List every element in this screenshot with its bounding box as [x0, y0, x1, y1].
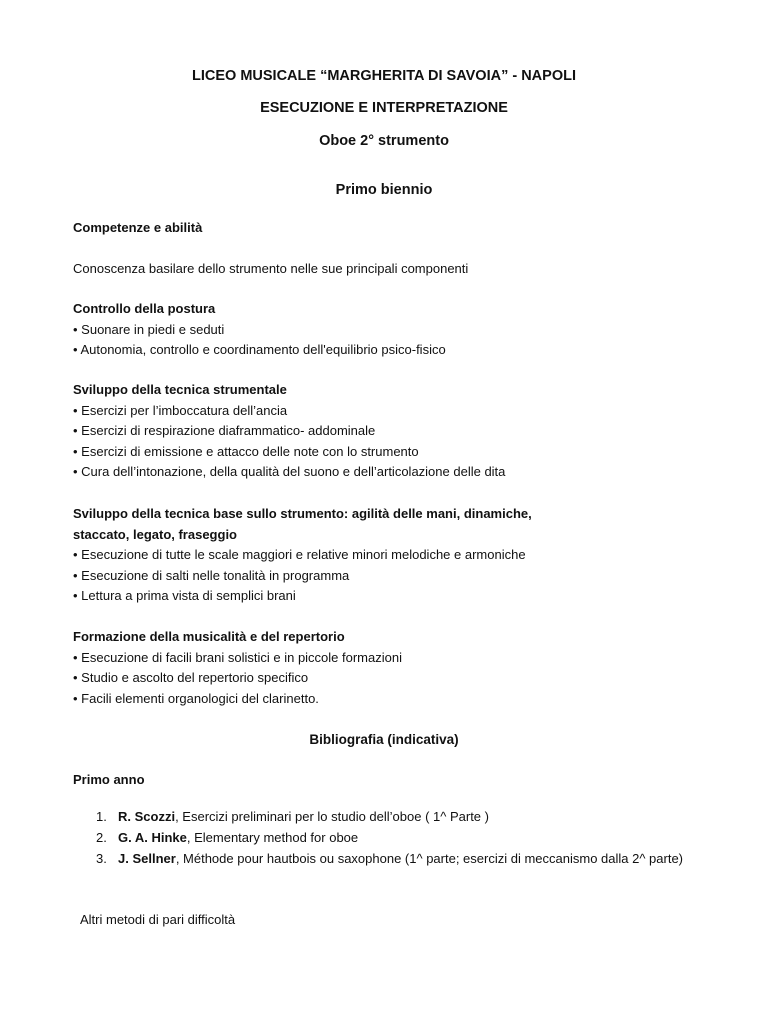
subject-title: ESECUZIONE E INTERPRETAZIONE — [260, 100, 508, 116]
bibliography-entry — [96, 806, 716, 827]
tecnica-heading: Sviluppo della tecnica strumentale — [73, 382, 287, 397]
tecnica-base-section — [73, 504, 713, 607]
list-item: • Studio e ascolto del repertorio specifico — [73, 668, 713, 689]
entry-author: G. A. Hinke — [118, 830, 187, 845]
other-methods-note: Altri metodi di pari difficoltà — [80, 912, 236, 927]
competenze-section — [73, 218, 713, 239]
musicalita-section — [73, 627, 713, 709]
tecnica-section — [73, 380, 713, 483]
list-item: • Esercizi di emissione e attacco delle note con lo strumento — [73, 442, 713, 463]
entry-text — [118, 806, 716, 827]
tecnica-base-heading-line1: Sviluppo della tecnica base sullo strumento: agilità delle mani, dinamiche, — [73, 506, 532, 521]
entry-number: 3. — [96, 851, 107, 866]
entry-text — [118, 848, 716, 869]
competenze-heading: Competenze e abilità — [73, 220, 203, 235]
primo-anno-heading: Primo anno — [73, 772, 145, 787]
musicalita-heading: Formazione della musicalità e del repertorio — [73, 629, 345, 644]
list-item: • Cura dell’intonazione, della qualità del suono e dell’articolazione delle dita — [73, 462, 713, 483]
bibliography-list — [96, 806, 716, 869]
school-title: LICEO MUSICALE “MARGHERITA DI SAVOIA” - NAPOLI — [192, 68, 576, 84]
postura-section — [73, 299, 713, 361]
tecnica-base-heading-line2: staccato, legato, fraseggio — [73, 526, 237, 542]
list-item: • Esercizi di respirazione diaframmatico- addominale — [73, 421, 713, 442]
entry-title: , Elementary method for oboe — [186, 830, 359, 845]
instrument-title: Oboe 2° strumento — [319, 133, 449, 149]
entry-author: R. Scozzi — [118, 809, 176, 824]
postura-heading: Controllo della postura — [73, 301, 216, 316]
list-item: • Esecuzione di tutte le scale maggiori e relative minori melodiche e armoniche — [73, 545, 713, 566]
period-title: Primo biennio — [335, 182, 433, 198]
bibliography-entry — [96, 827, 716, 848]
entry-title: , Méthode pour hautbois ou saxophone (1^ parte; esercizi di meccanismo dalla 2^ parte) — [175, 851, 684, 866]
list-item: • Lettura a prima vista di semplici brani — [73, 586, 713, 607]
bibliography-entry — [96, 848, 716, 869]
other-methods-block — [80, 910, 720, 931]
entry-number: 1. — [96, 809, 107, 824]
list-item: • Esecuzione di facili brani solistici e in piccole formazioni — [73, 648, 713, 669]
entry-author: J. Sellner — [118, 851, 176, 866]
primo-anno-section — [73, 770, 713, 791]
competenze-intro-block — [73, 259, 713, 280]
entry-title: , Esercizi preliminari per lo studio dell’oboe ( 1^ Parte ) — [175, 809, 489, 824]
entry-text — [118, 827, 716, 848]
list-item: • Suonare in piedi e seduti — [73, 320, 713, 341]
list-item: • Esecuzione di salti nelle tonalità in programma — [73, 566, 713, 587]
list-item: • Autonomia, controllo e coordinamento dell'equilibrio psico-fisico — [73, 340, 713, 361]
entry-number: 2. — [96, 830, 107, 845]
bibliografia-heading: Bibliografia (indicativa) — [309, 732, 459, 747]
list-item: • Esercizi per l’imboccatura dell’ancia — [73, 401, 713, 422]
list-item: • Facili elementi organologici del clarinetto. — [73, 689, 713, 710]
competenze-intro: Conoscenza basilare dello strumento nelle sue principali componenti — [73, 261, 469, 276]
